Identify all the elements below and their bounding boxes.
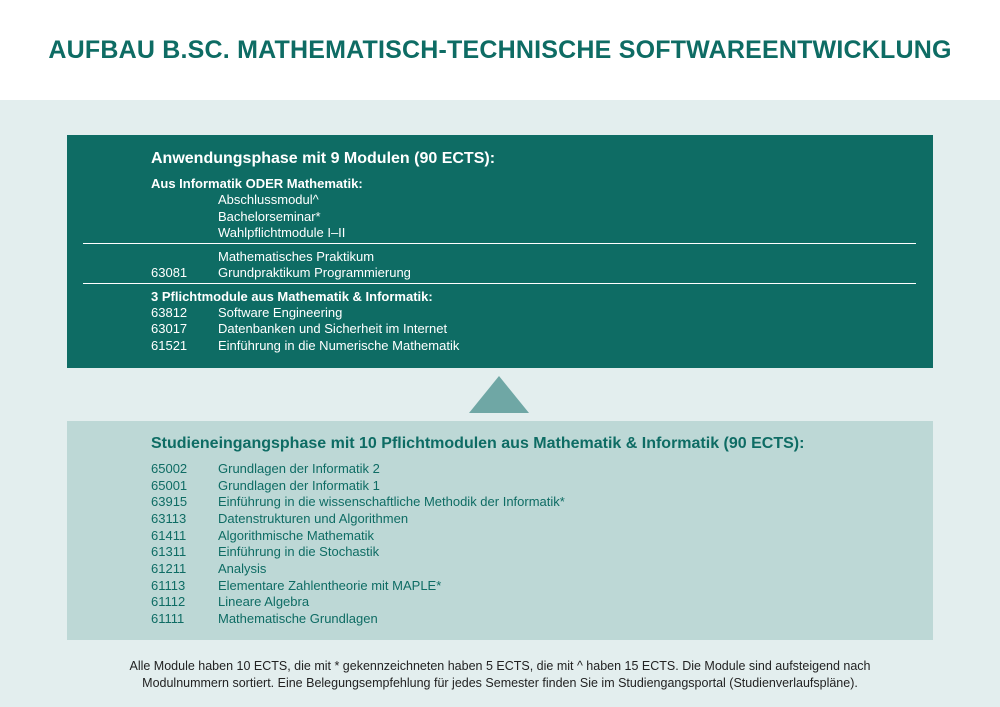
module-name: Einführung in die wissenschaftliche Methodik der Informatik*	[218, 494, 565, 509]
module-name: Mathematisches Praktikum	[218, 249, 375, 264]
section-divider	[83, 283, 916, 284]
module-name: Grundlagen der Informatik 2	[218, 461, 380, 476]
module-name: Wahlpflichtmodule I–II	[218, 225, 346, 240]
module-name: Einführung in die Stochastik	[218, 544, 380, 559]
module-code: 63812	[151, 305, 188, 320]
module-code: 61211	[151, 561, 187, 576]
module-name: Analysis	[218, 561, 267, 576]
page-title: AUFBAU B.SC. MATHEMATISCH-TECHNISCHE SOFTWAREENTWICKLUNG	[48, 36, 952, 64]
module-name: Datenstrukturen und Algorithmen	[218, 511, 409, 526]
up-arrow-icon	[469, 376, 529, 413]
module-code: 65002	[151, 461, 188, 476]
module-code: 61113	[151, 578, 186, 593]
module-name: Algorithmische Mathematik	[218, 528, 375, 543]
application-phase-box	[67, 135, 933, 368]
module-name: Abschlussmodul^	[218, 192, 319, 207]
module-name: Mathematische Grundlagen	[218, 611, 378, 626]
module-name: Elementare Zahlentheorie mit MAPLE*	[218, 578, 442, 593]
module-code: 65001	[151, 478, 188, 493]
module-name: Grundlagen der Informatik 1	[218, 478, 380, 493]
module-code: 61311	[151, 544, 187, 559]
module-code: 61111	[151, 611, 185, 626]
module-code: 63081	[151, 265, 188, 280]
module-name: Bachelorseminar*	[218, 209, 321, 224]
module-code: 63017	[151, 321, 188, 336]
module-name: Grundpraktikum Programmierung	[218, 265, 411, 280]
module-name: Einführung in die Numerische Mathematik	[218, 338, 460, 353]
footnote-line: Modulnummern sortiert. Eine Belegungsempfehlung für jedes Semester finden Sie im Studiengangsportal (Studienverlaufspläne).	[142, 676, 858, 690]
elective-subheading: Aus Informatik ODER Mathematik:	[151, 176, 363, 191]
module-code: 61112	[151, 594, 186, 609]
module-name: Software Engineering	[218, 305, 343, 320]
mandatory-subheading: 3 Pflichtmodule aus Mathematik & Informatik:	[151, 289, 433, 304]
entry-phase-box	[67, 421, 933, 640]
module-code: 63113	[151, 511, 187, 526]
footnote	[60, 658, 940, 692]
module-code: 61521	[151, 338, 188, 353]
section-divider	[83, 243, 916, 244]
application-phase-heading: Anwendungsphase mit 9 Modulen (90 ECTS):	[151, 150, 496, 167]
module-code: 61411	[151, 528, 187, 543]
module-code: 63915	[151, 494, 188, 509]
module-name: Lineare Algebra	[218, 594, 310, 609]
entry-phase-heading: Studieneingangsphase mit 10 Pflichtmodulen aus Mathematik & Informatik (90 ECTS):	[151, 435, 805, 452]
footnote-line: Alle Module haben 10 ECTS, die mit * gekennzeichneten haben 5 ECTS, die mit ^ haben 15 ECTS. Die Module sind aufsteigend nach	[129, 659, 871, 673]
module-name: Datenbanken und Sicherheit im Internet	[218, 321, 448, 336]
